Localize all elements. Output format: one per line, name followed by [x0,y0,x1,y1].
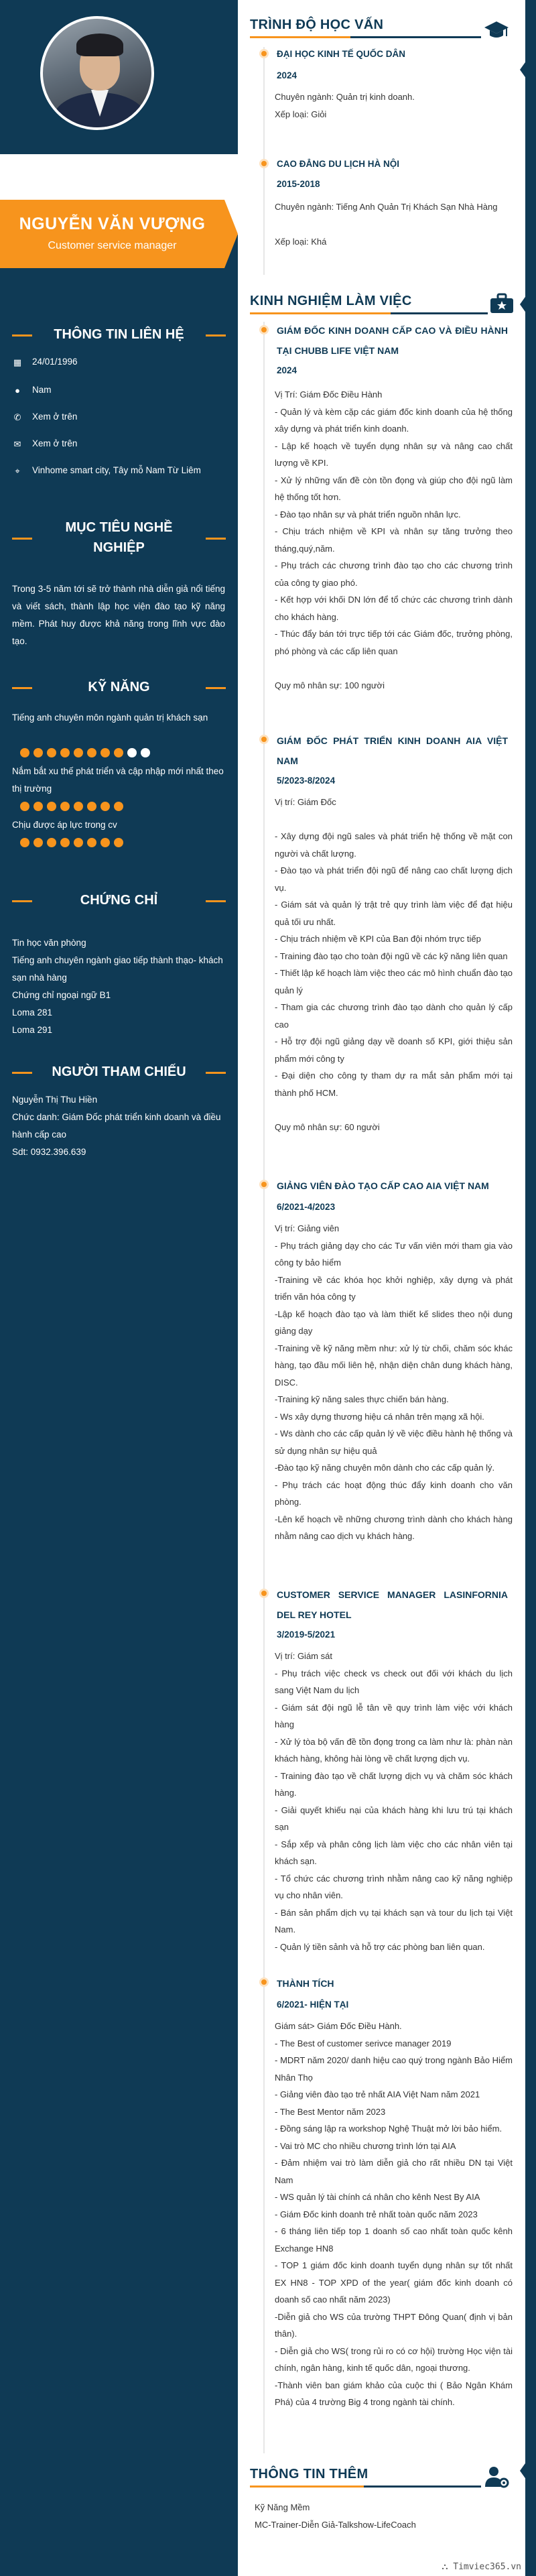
description-line: Vị trí: Giảng viên [275,1223,340,1233]
objective-text: Trong 3-5 năm tới sẽ trở thành nhà diễn giả nổi tiếng và viết sách, thành lập học viện đào tạo kỹ năng mềm. Phát huy được khả năng trong lĩnh vực đào tạo. [12,584,225,646]
skill-rating-2 [20,802,127,811]
job-2-description [275,794,513,1136]
reference-heading: NGƯỜI THAM CHIẾU [0,1062,238,1082]
description-line: - Training đào tạo cho toàn đội ngũ về các kỹ năng liên quan [275,950,508,961]
email-icon: ✉ [13,439,21,449]
job-1-title: GIÁM ĐỐC KINH DOANH CẤP CAO VÀ ĐIỀU HÀNH TẠI CHUBB LIFE VIỆT NAM [277,325,508,356]
description-line: - Sắp xếp và phân công lịch làm việc cho các nhân viên tại khách sạn. [275,1839,513,1866]
description-line: -Lên kế hoạch về những chương trình dành cho khách hàng nhằm nâng cao dịch vụ khách hàng. [275,1514,513,1541]
calendar-icon: ▦ [13,357,22,367]
timeline-dot [259,1589,269,1598]
rating-dot-filled [74,802,83,811]
edu-1-grade: Xếp loại: Giỏi [275,109,327,119]
description-line: - WS quản lý tài chính cá nhân cho kênh Nest By AIA [275,2192,480,2202]
description-line: - Tham gia các chương trình đào tạo dành cho quản lý cấp cao [275,1002,513,1030]
description-line: - Giảng viên đào tạo trẻ nhất AIA Việt Nam năm 2021 [275,2089,480,2099]
contact-phone: ✆ Xem ở trên [12,412,226,423]
description-line: - Xử lý những vấn đề còn tồn đọng và giúp cho đội ngũ làm hệ thống tốt hơn. [275,475,513,502]
rating-dot-filled [47,748,56,757]
description-line: - Ws dành cho các cấp quản lý về việc điều hành hệ thống và sử dụng nhân sự hiệu quả [275,1428,513,1456]
profile-name: NGUYỄN VĂN VƯỢNG [19,214,206,233]
edu-1-year: 2024 [277,70,297,80]
rating-dot-filled [100,838,110,847]
profile-title: Customer service manager [48,240,177,251]
description-line: - Kết hợp với khối DN lớn để tổ chức các chương trình dành cho khách hàng. [275,595,513,622]
rating-dot-filled [20,748,29,757]
name-banner [0,200,224,268]
rating-dot-filled [100,748,110,757]
avatar [40,16,154,130]
rating-dot-filled [60,802,70,811]
objective-heading: MỤC TIÊU NGHỀ NGHIỆP [0,517,238,558]
description-line: - Phụ trách giảng dạy cho các Tư vấn viên mới tham gia vào công ty bảo hiểm [275,1240,513,1268]
job-2-title: GIÁM ĐỐC PHÁT TRIỂN KINH DOANH AIA VIỆT NAM [277,735,508,766]
description-line: - The Best of customer serivce manager 2019 [275,2038,452,2048]
other-skills-line-2: MC-Trainer-Diễn Giả-Talkshow-LifeCoach [255,2520,416,2530]
skill-label-3: Chịu được áp lực trong cv [12,820,117,830]
contact-address: ⌖ Vinhome smart city, Tây mỗ Nam Từ Liêm [12,465,226,477]
description-line [275,1101,513,1119]
skills-heading: KỸ NĂNG [0,677,238,697]
description-line: - Vai trò MC cho nhiều chương trình lớn tại AIA [275,2140,456,2151]
certificate-1: Tin học văn phòng [12,938,86,948]
description-line: Vị Trí: Giám Đốc Điều Hành [275,389,383,400]
description-line: - Chịu trách nhiệm về KPI của Ban đội nhóm trực tiếp [275,934,481,944]
heading-underline-navy [350,36,481,38]
description-line: - Đại diện cho công ty tham dự ra mắt sản phẩm mới tại thành phố HCM. [275,1070,513,1098]
description-line: -Diễn giả cho WS của trường THPT Đông Quan( định vị bản thân). [275,2311,513,2339]
briefcase-icon [489,292,515,315]
timeline-dot [259,159,269,168]
rating-dot-filled [20,838,29,847]
description-line: Quy mô nhân sự: 60 người [275,1121,380,1132]
description-line: - Đảm nhiệm vai trò làm diễn giả cho rất nhiều DN tại Việt Nam [275,2158,513,2185]
description-line: Vị trí: Giám Đốc [275,797,336,807]
description-line: - Quản lý và kèm cặp các giám đốc kinh doanh của hệ thống xây dựng và phát triển kinh doanh. [275,406,513,434]
description-line: - Diễn giả cho WS( trong rủi ro có cơ hội) trường Học viện tài chính, ngân hàng, kinh tế quốc dân, ngoại thương. [275,2345,513,2373]
job-1-period: 2024 [277,365,297,375]
heading-underline [250,312,391,314]
description-line: - TOP 1 giám đốc kinh doanh tuyển dụng nhân sự tốt nhất EX HN8 - TOP XPD of the year( giám đốc kinh doanh có doanh số cao nhất năm 2023) [275,2260,513,2305]
description-line: - Giám Đốc kinh doanh trẻ nhất toàn quốc năm 2023 [275,2209,478,2219]
job-4-period: 3/2019-5/2021 [277,1630,336,1640]
description-line: - Tổ chức các chương trình nhằm nâng cao kỹ năng nghiệp vụ cho nhân viên. [275,1873,513,1900]
heading-underline-navy [364,2486,481,2488]
description-line: - Xây dựng đội ngũ sales và phát triển hệ thống về mặt con người và chất lượng. [275,831,513,859]
description-line: - Training đào tạo về chất lượng dịch vụ và chăm sóc khách hàng. [275,1770,513,1798]
timeline-dot [259,1180,269,1189]
strip-notch [520,2461,527,2480]
description-line [275,811,513,829]
skill-rating-1 [20,748,154,757]
description-line: - Phụ trách việc check vs check out đối với khách du lịch sang Việt Nam du lịch [275,1668,513,1695]
rating-dot-filled [87,838,96,847]
reference-name: Nguyễn Thị Thu Hiền [12,1095,98,1105]
certificate-4: Loma 281 [12,1007,53,1018]
rating-dot-filled [100,802,110,811]
description-line: - Xử lý tòa bộ vấn đề tồn đọng trong ca làm như là: phàn nàn khách hàng, không hài lòng về chất lượng dịch vụ. [275,1736,513,1764]
certificate-5: Loma 291 [12,1025,53,1035]
achievements-description [275,2018,513,2411]
rating-dot-filled [114,748,123,757]
description-line: - Hỗ trợ đội ngũ giảng dạy về doanh số KPI, giới thiệu sản phẩm mới công ty [275,1036,513,1064]
job-2-period: 5/2023-8/2024 [277,776,336,786]
description-line: - Đào tạo và phát triển đội ngũ để nâng cao chất lượng dịch vụ. [275,865,513,893]
description-line: - Lập kế hoạch về tuyển dụng nhân sự và nâng cao chất lượng về KPI. [275,440,513,468]
rating-dot-filled [114,838,123,847]
experience-timeline [263,322,265,2453]
rating-dot-filled [47,838,56,847]
rating-dot-filled [87,748,96,757]
reference-position: Chức danh: Giám Đốc phát triển kinh doanh và điều hành cấp cao [12,1112,221,1140]
description-line: - Giám sát đội ngũ lễ tân về quy trình làm việc với khách hàng [275,1702,513,1729]
person-icon: ● [15,385,20,395]
strip-notch [520,60,527,79]
reference-phone: Sdt: 0932.396.639 [12,1147,86,1157]
description-line: -Training về kỹ năng mềm như: xử lý từ chối, chăm sóc khác hàng, tạo đầu mối liên hệ, nhận diện chân dung khách hàng, DISC. [275,1343,513,1388]
description-line: - Thiết lập kế hoạch làm việc theo các mô hình chuẩn đào tạo quản lý [275,968,513,995]
timeline-dot [259,325,269,334]
edu-1-major: Chuyên ngành: Quản trị kinh doanh. [275,92,415,102]
description-line: -Lập kế hoạch đào tạo và làm thiết kế slides theo nội dung giảng dạy [275,1308,513,1336]
experience-heading: KINH NGHIỆM LÀM VIỆC [250,294,412,308]
rating-dot-filled [34,748,43,757]
timeline-dot [259,49,269,58]
description-line: Vị trí: Giám sát [275,1651,332,1661]
rating-dot-filled [20,802,29,811]
contact-email: ✉ Xem ở trên [12,438,226,450]
sidebar [0,0,238,2576]
contact-gender: ● Nam [12,385,226,396]
rating-dot-filled [34,802,43,811]
skill-rating-3 [20,838,127,847]
location-icon: ⌖ [15,466,20,476]
heading-underline [250,2486,364,2488]
skill-label-1: Tiếng anh chuyên môn ngành quản trị khách sạn [12,713,208,723]
strip-notch [520,295,527,314]
achievements-title: THÀNH TÍCH [277,1978,334,1989]
rating-dot-filled [34,838,43,847]
description-line: Quy mô nhân sự: 100 người [275,680,385,690]
rating-dot-empty [127,748,137,757]
job-3-title: GIẢNG VIÊN ĐÀO TẠO CẤP CAO AIA VIỆT NAM [277,1180,489,1191]
rating-dot-filled [74,838,83,847]
edu-2-school: CAO ĐẲNG DU LỊCH HÀ NỘI [277,159,399,169]
education-heading: TRÌNH ĐỘ HỌC VẤN [250,17,384,32]
timeline-dot [259,735,269,744]
other-skills-heading: THÔNG TIN THÊM [250,2467,368,2481]
rating-dot-filled [74,748,83,757]
description-line: - Đồng sáng lập ra workshop Nghệ Thuật mở lời bảo hiểm. [275,2124,503,2134]
description-line [275,660,513,677]
description-line: - Phụ trách các hoạt động thúc đẩy kinh doanh cho văn phòng. [275,1479,513,1507]
job-4-description [275,1648,513,1955]
timeline-dot [259,1977,269,1987]
rating-dot-filled [60,838,70,847]
description-line: -Đào tạo kỹ năng chuyên môn dành cho các cấp quản lý. [275,1463,495,1473]
heading-underline-navy [391,312,488,314]
description-line: - Ws xây dựng thương hiệu cá nhân trên mạng xã hội. [275,1411,484,1422]
description-line: - Quản lý tiền sảnh và hỗ trợ các phòng ban liên quan. [275,1941,485,1952]
description-line: -Training về các khóa học khởi nghiệp, xây dựng và phát triển văn hóa công ty [275,1274,513,1302]
phone-icon: ✆ [13,412,21,422]
description-line: Giám sát> Giám Đốc Điều Hành. [275,2021,402,2031]
heading-underline [250,36,350,38]
achievements-period: 6/2021- HIỆN TẠI [277,2000,349,2010]
job-1-description [275,386,513,694]
rating-dot-empty [141,748,150,757]
description-line: - Giải quyết khiếu nại của khách hàng khi lưu trú tại khách sạn [275,1804,513,1832]
contact-heading: THÔNG TIN LIÊN HỆ [0,324,238,345]
job-3-period: 6/2021-4/2023 [277,1202,336,1212]
description-line: - Bán sản phẩm dịch vụ tại khách sạn và tour du lịch tại Việt Nam. [275,1907,513,1935]
description-line: - Đào tạo nhân sự và phát triển nguồn nhân lực. [275,509,461,519]
job-3-description [275,1220,513,1545]
description-line: - 6 tháng liên tiếp top 1 doanh số cao nhất toàn quốc kênh Exchange HN8 [275,2226,513,2254]
certificates-heading: CHỨNG CHỈ [0,890,238,910]
user-settings-icon [484,2465,509,2488]
skill-label-2: Nắm bắt xu thế phát triển và cập nhập mới nhất theo thị trường [12,766,224,794]
edu-1-school: ĐẠI HỌC KINH TẾ QUỐC DÂN [277,49,405,59]
edu-2-major: Chuyên ngành: Tiếng Anh Quản Trị Khách Sạn Nhà Hàng [275,202,498,212]
description-line: - MDRT năm 2020/ danh hiệu cao quý trong ngành Bảo Hiểm Nhân Thọ [275,2055,513,2083]
description-line: - Chịu trách nhiệm về KPI và nhân sự tăng trưởng theo tháng,quý,năm. [275,526,513,554]
certificate-3: Chứng chỉ ngoại ngữ B1 [12,990,111,1000]
contact-birthday: ▦ 24/01/1996 [13,357,78,367]
description-line: - The Best Mentor năm 2023 [275,2106,386,2117]
right-edge-strip [525,0,536,2576]
certificate-2: Tiếng anh chuyên ngành giao tiếp thành thạo- khách sạn nhà hàng [12,955,223,983]
edu-2-grade: Xếp loại: Khá [275,237,327,247]
description-line: - Thúc đẩy bán tới trực tiếp tới các Giám đốc, trưởng phòng, phó phòng và các cấp liên quan [275,629,513,656]
rating-dot-filled [114,802,123,811]
rating-dot-filled [87,802,96,811]
description-line: -Training kỹ năng sales thực chiến bán hàng. [275,1394,449,1404]
edu-2-year: 2015-2018 [277,179,320,189]
rating-dot-filled [60,748,70,757]
job-4-title: CUSTOMER SERVICE MANAGER LASINFORNIA DEL REY HOTEL [277,1589,508,1620]
watermark: ⛬ Timviec365.vn [442,2562,521,2572]
other-skills-line-1: Kỹ Năng Mềm [255,2502,310,2512]
graduation-cap-icon [484,19,509,42]
description-line: -Thành viên ban giám khảo của cuộc thi ( Bảo Ngân Khám Phá) của 4 trường Big 4 trong ngành tài chính. [275,2380,513,2407]
description-line: - Phụ trách các chương trình đào tạo cho các chương trình của công ty giao phó. [275,560,513,588]
description-line: - Giám sát và quản lý trật trẻ quy trình làm việc để đạt hiệu quả tối ưu nhất. [275,900,513,927]
rating-dot-filled [47,802,56,811]
